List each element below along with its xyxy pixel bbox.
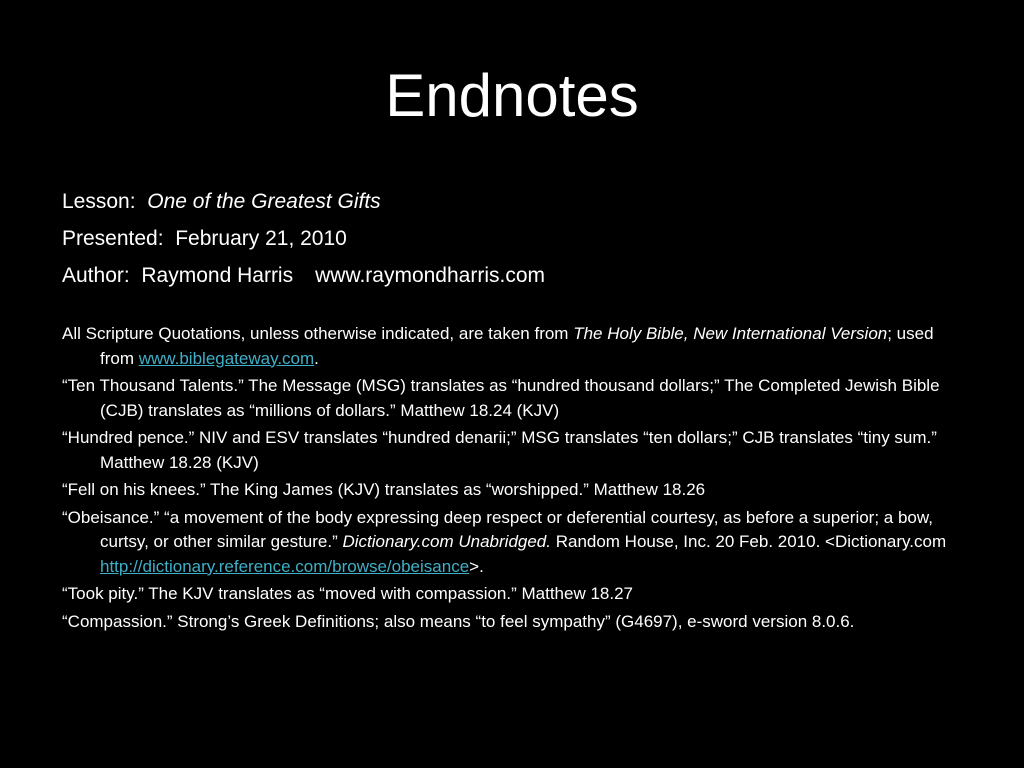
endnote-scripture-source [62,322,962,371]
lesson-line [62,183,982,220]
endnote-text: >. [469,556,484,576]
lesson-label: Lesson: [62,190,148,213]
presented-line [62,220,982,257]
endnote-compassion: “Compassion.” Strong’s Greek Definitions; also means “to feel sympathy” (G4697), e-sword version 8.0.6. [62,611,855,631]
endnote-text: “Obeisance.” “a movement of the body expressing deep respect or deferential courtesy, as before a superior; a bow, curtsy, or other similar gesture.” [62,507,933,551]
author-website: www.raymondharris.com [315,264,546,287]
endnote-text: ; used from [100,324,934,368]
endnote-ten-thousand-talents: “Ten Thousand Talents.” The Message (MSG) translates as “hundred thousand dollars;” The Completed Jewish Bible (CJB) translates as “millions of dollars.” Matthew 18.24 (KJV) [62,376,940,420]
bible-title: The Holy Bible, New International Version [573,324,888,343]
biblegateway-link[interactable]: www.biblegateway.com [138,348,315,368]
endnote-took-pity: “Took pity.” The KJV translates as “moved with compassion.” Matthew 18.27 [62,584,634,603]
author-name: Raymond Harris [141,264,294,287]
lesson-title: One of the Greatest Gifts [147,190,381,213]
presented-date: February 21, 2010 [175,227,347,250]
dictionary-link[interactable]: http://dictionary.reference.com/browse/obeisance [100,556,470,576]
endnote-text: . [314,348,319,368]
endnote-hundred-pence: “Hundred pence.” NIV and ESV translates “hundred denarii;” MSG translates “ten dollars;” CJB translates “tiny sum.” Matthew 18.28 (KJV) [62,428,937,472]
presented-label: Presented: [62,227,176,250]
endnote-text: Random House, Inc. 20 Feb. 2010. <Dictionary.com [550,532,947,551]
author-label: Author: [62,264,142,287]
endnote-text: All Scripture Quotations, unless otherwise indicated, are taken from [62,324,574,343]
author-line [62,257,982,294]
slide-title: Endnotes [385,62,639,129]
endnote-fell-on-knees: “Fell on his knees.” The King James (KJV) translates as “worshipped.” Matthew 18.26 [62,480,706,499]
endnote-obeisance [62,506,962,580]
dictionary-title: Dictionary.com Unabridged. [342,532,551,551]
endnotes-list [62,322,962,637]
lesson-meta [62,183,982,294]
